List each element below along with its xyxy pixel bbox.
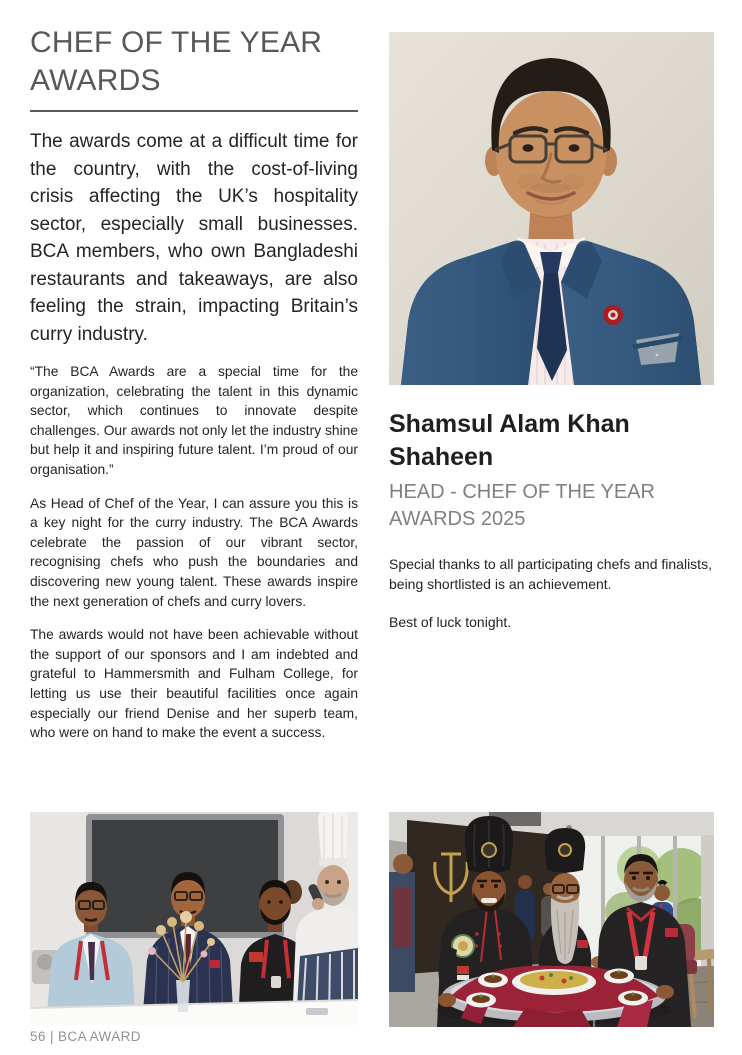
event-photo-left bbox=[30, 812, 358, 1025]
person-role: HEAD - CHEF OF THE YEAR AWARDS 2025 bbox=[389, 481, 655, 530]
red-lapel-pin bbox=[603, 305, 623, 325]
body-paragraph-3: The awards would not have been achievable without the support of our sponsors and I am indebted and grateful to Hammersmith and Fulham College, for letting us use their beautiful facilities once again especially our friend Denise and her superb team, who were on hand to make the event a success. bbox=[30, 627, 358, 741]
event-right-illustration bbox=[389, 812, 714, 1027]
event-photo-right bbox=[389, 812, 714, 1027]
page-title: CHEF OF THE YEAR AWARDS bbox=[30, 26, 323, 97]
portrait-illustration bbox=[389, 32, 714, 385]
closing-paragraph: Best of luck tonight. bbox=[389, 614, 512, 630]
thanks-paragraph: Special thanks to all participating chefs and finalists, being shortlisted is an achievement. bbox=[389, 556, 712, 592]
bystander-maroon bbox=[389, 854, 415, 992]
event-left-illustration bbox=[30, 812, 358, 1025]
intro-paragraph: The awards come at a difficult time for the country, with the cost-of-living crisis affecting the UK’s hospitality sector, especially small businesses. BCA members, who own Bangladeshi restaurants and takeaways, are also feeling the strain, impacting Britain’s curry industry. bbox=[30, 131, 358, 345]
portrait-photo bbox=[389, 32, 714, 385]
page-footer: 56 | BCA AWARD bbox=[30, 1029, 141, 1044]
title-divider bbox=[30, 110, 358, 112]
right-column bbox=[389, 32, 714, 633]
person-name: Shamsul Alam Khan Shaheen bbox=[389, 410, 630, 471]
body-paragraph-2: As Head of Chef of the Year, I can assure you this is a key night for the curry industry. The BCA Awards celebrate the passion of our vibrant sector, recognising chefs who push the boundaries and discovering new young talent. These awards inspire the next generation of chefs and curry lovers. bbox=[30, 495, 358, 609]
left-column bbox=[30, 24, 358, 743]
body-paragraph-1: “The BCA Awards are a special time for the organization, celebrating the talent in this dynamic sector, which continues to innovate despite challenges. Our awards not only let the industry shine but help it and inspiring future talent. I’m proud of our organisation.” bbox=[30, 364, 358, 477]
